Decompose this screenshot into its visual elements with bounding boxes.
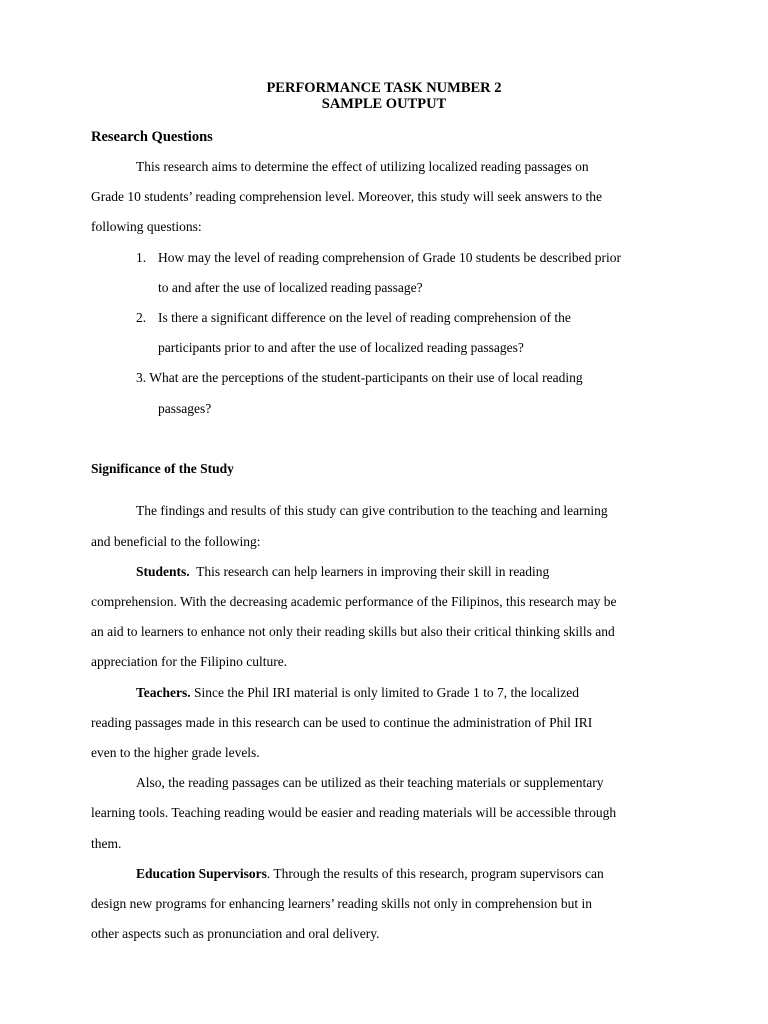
also-line-2: learning tools. Teaching reading would be easier and reading materials will be accessible through [91,805,617,820]
students-line-3: an aid to learners to enhance not only their reading skills but also their critical thinking skills and [91,624,615,639]
question-1 [136,250,621,266]
rq-intro-line-3: following questions: [91,219,202,234]
students-paragraph [136,564,549,580]
rq-intro-line-1: This research aims to determine the effect of utilizing localized reading passages on [136,159,589,174]
question-1-line-1: How may the level of reading comprehension of Grade 10 students be described prior [158,250,621,265]
supervisors-label: Education Supervisors [136,866,267,881]
question-2-line-1: Is there a significant difference on the level of reading comprehension of the [158,310,571,325]
students-label: Students. [136,564,190,579]
also-line-1: Also, the reading passages can be utilized as their teaching materials or supplementary [136,775,604,790]
question-2-number: 2. [136,310,147,325]
students-line-4: appreciation for the Filipino culture. [91,654,288,669]
supervisors-paragraph [136,866,604,882]
question-3-line-1: 3. What are the perceptions of the student-participants on their use of local reading [136,370,583,385]
teachers-label: Teachers. [136,685,191,700]
significance-heading: Significance of the Study [91,461,234,476]
supervisors-line-2: design new programs for enhancing learners’ reading skills not only in comprehension but in [91,896,593,911]
teachers-line-3: even to the higher grade levels. [91,745,260,760]
sig-intro-line-2: and beneficial to the following: [91,534,261,549]
title-line-2: SAMPLE OUTPUT [321,96,447,112]
teachers-line-2: reading passages made in this research can be used to continue the administration of Phil IRI [91,715,593,730]
question-2 [136,310,571,326]
research-questions-heading: Research Questions [91,129,213,145]
sig-intro-line-1: The findings and results of this study can give contribution to the teaching and learning [136,503,608,518]
also-line-3: them. [91,836,122,851]
teachers-line-1: Since the Phil IRI material is only limited to Grade 1 to 7, the localized [190,685,580,700]
students-line-2: comprehension. With the decreasing academic performance of the Filipinos, this research may be [91,594,617,609]
question-2-line-2: participants prior to and after the use of localized reading passages? [158,340,524,355]
supervisors-line-3: other aspects such as pronunciation and oral delivery. [91,926,380,941]
teachers-paragraph [136,685,579,701]
rq-intro-line-2: Grade 10 students’ reading comprehension level. Moreover, this study will seek answers to the [91,189,602,204]
question-1-line-2: to and after the use of localized reading passage? [158,280,423,295]
question-1-number: 1. [136,250,147,265]
students-line-1: This research can help learners in improving their skill in reading [189,564,550,579]
title-line-1: PERFORMANCE TASK NUMBER 2 [266,80,502,96]
supervisors-line-1: . Through the results of this research, program supervisors can [266,866,604,881]
question-3-line-2: passages? [158,401,212,416]
